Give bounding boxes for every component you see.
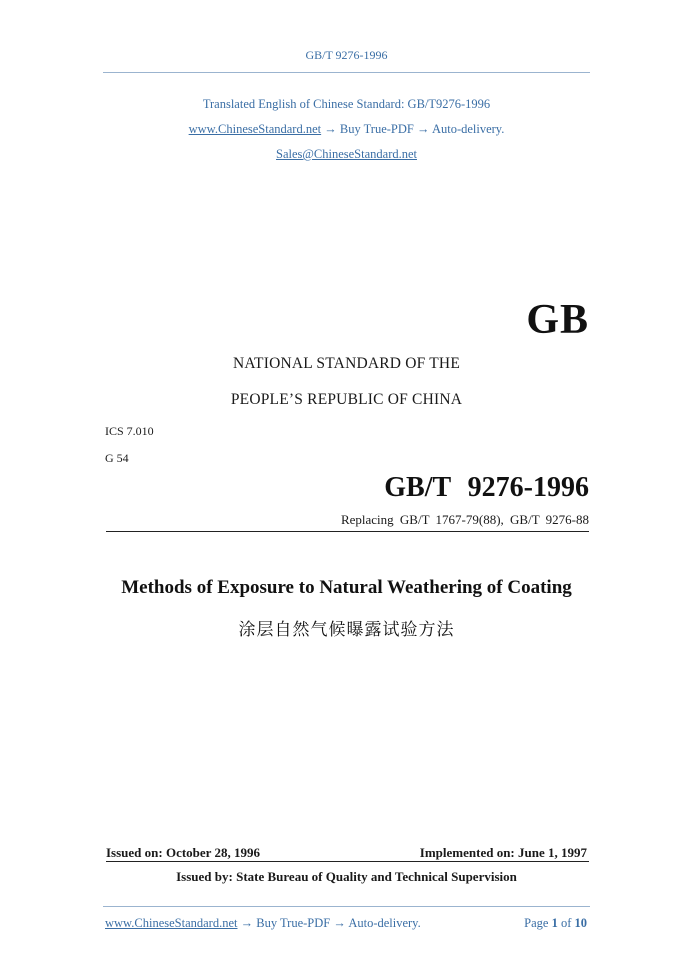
standard-number: GB/T 9276-1996 — [384, 472, 589, 503]
auto-delivery-text: Auto-delivery. — [431, 122, 505, 136]
translation-notice: Translated English of Chinese Standard: GB/T9276-1996 — [202, 97, 491, 111]
issuing-authority: Issued by: State Bureau of Quality and Technical Supervision — [176, 869, 517, 884]
footer-auto-delivery-text: Auto-delivery. — [348, 916, 421, 930]
running-header-title: GB/T 9276-1996 — [305, 48, 388, 62]
page-current: 1 — [551, 916, 558, 930]
gb-standard-mark: GB — [526, 297, 589, 343]
header-divider — [103, 72, 590, 73]
arrow-right-icon: → — [324, 122, 337, 136]
arrow-right-icon: → — [417, 122, 430, 136]
document-title-chinese: 涂层自然气候曝露试验方法 — [238, 620, 455, 640]
arrow-right-icon: → — [333, 916, 346, 930]
page-total: 10 — [574, 916, 587, 930]
site-link[interactable]: www.ChineseStandard.net — [188, 122, 322, 136]
page-of-label: of — [560, 916, 572, 930]
national-standard-heading-line1: NATIONAL STANDARD OF THE — [232, 355, 460, 372]
page-indicator — [524, 916, 587, 931]
footer-divider — [103, 906, 590, 907]
purchase-line — [0, 122, 693, 137]
issued-on-date: Issued on: October 28, 1996 — [106, 845, 260, 860]
standard-number-divider — [106, 531, 589, 532]
dates-divider — [106, 861, 589, 862]
page-label: Page — [524, 916, 549, 930]
ccs-code: G 54 — [105, 451, 129, 465]
national-standard-heading-line2: PEOPLE’S REPUBLIC OF CHINA — [230, 391, 463, 408]
implemented-on-date: Implemented on: June 1, 1997 — [419, 845, 587, 860]
replacing-note: Replacing GB/T 1767-79(88), GB/T 9276-88 — [340, 512, 589, 527]
buy-pdf-text: Buy True-PDF — [339, 122, 414, 136]
ics-code: ICS 7.010 — [105, 424, 154, 438]
sales-email-line — [0, 147, 693, 162]
footer-buy-pdf-text: Buy True-PDF — [256, 916, 331, 930]
arrow-right-icon: → — [240, 916, 254, 930]
footer-purchase-line — [105, 916, 421, 931]
sales-email-link[interactable]: Sales@ChineseStandard.net — [276, 147, 417, 161]
document-title-english: Methods of Exposure to Natural Weathering of Coating — [121, 577, 572, 598]
footer-site-link[interactable]: www.ChineseStandard.net — [105, 916, 238, 930]
